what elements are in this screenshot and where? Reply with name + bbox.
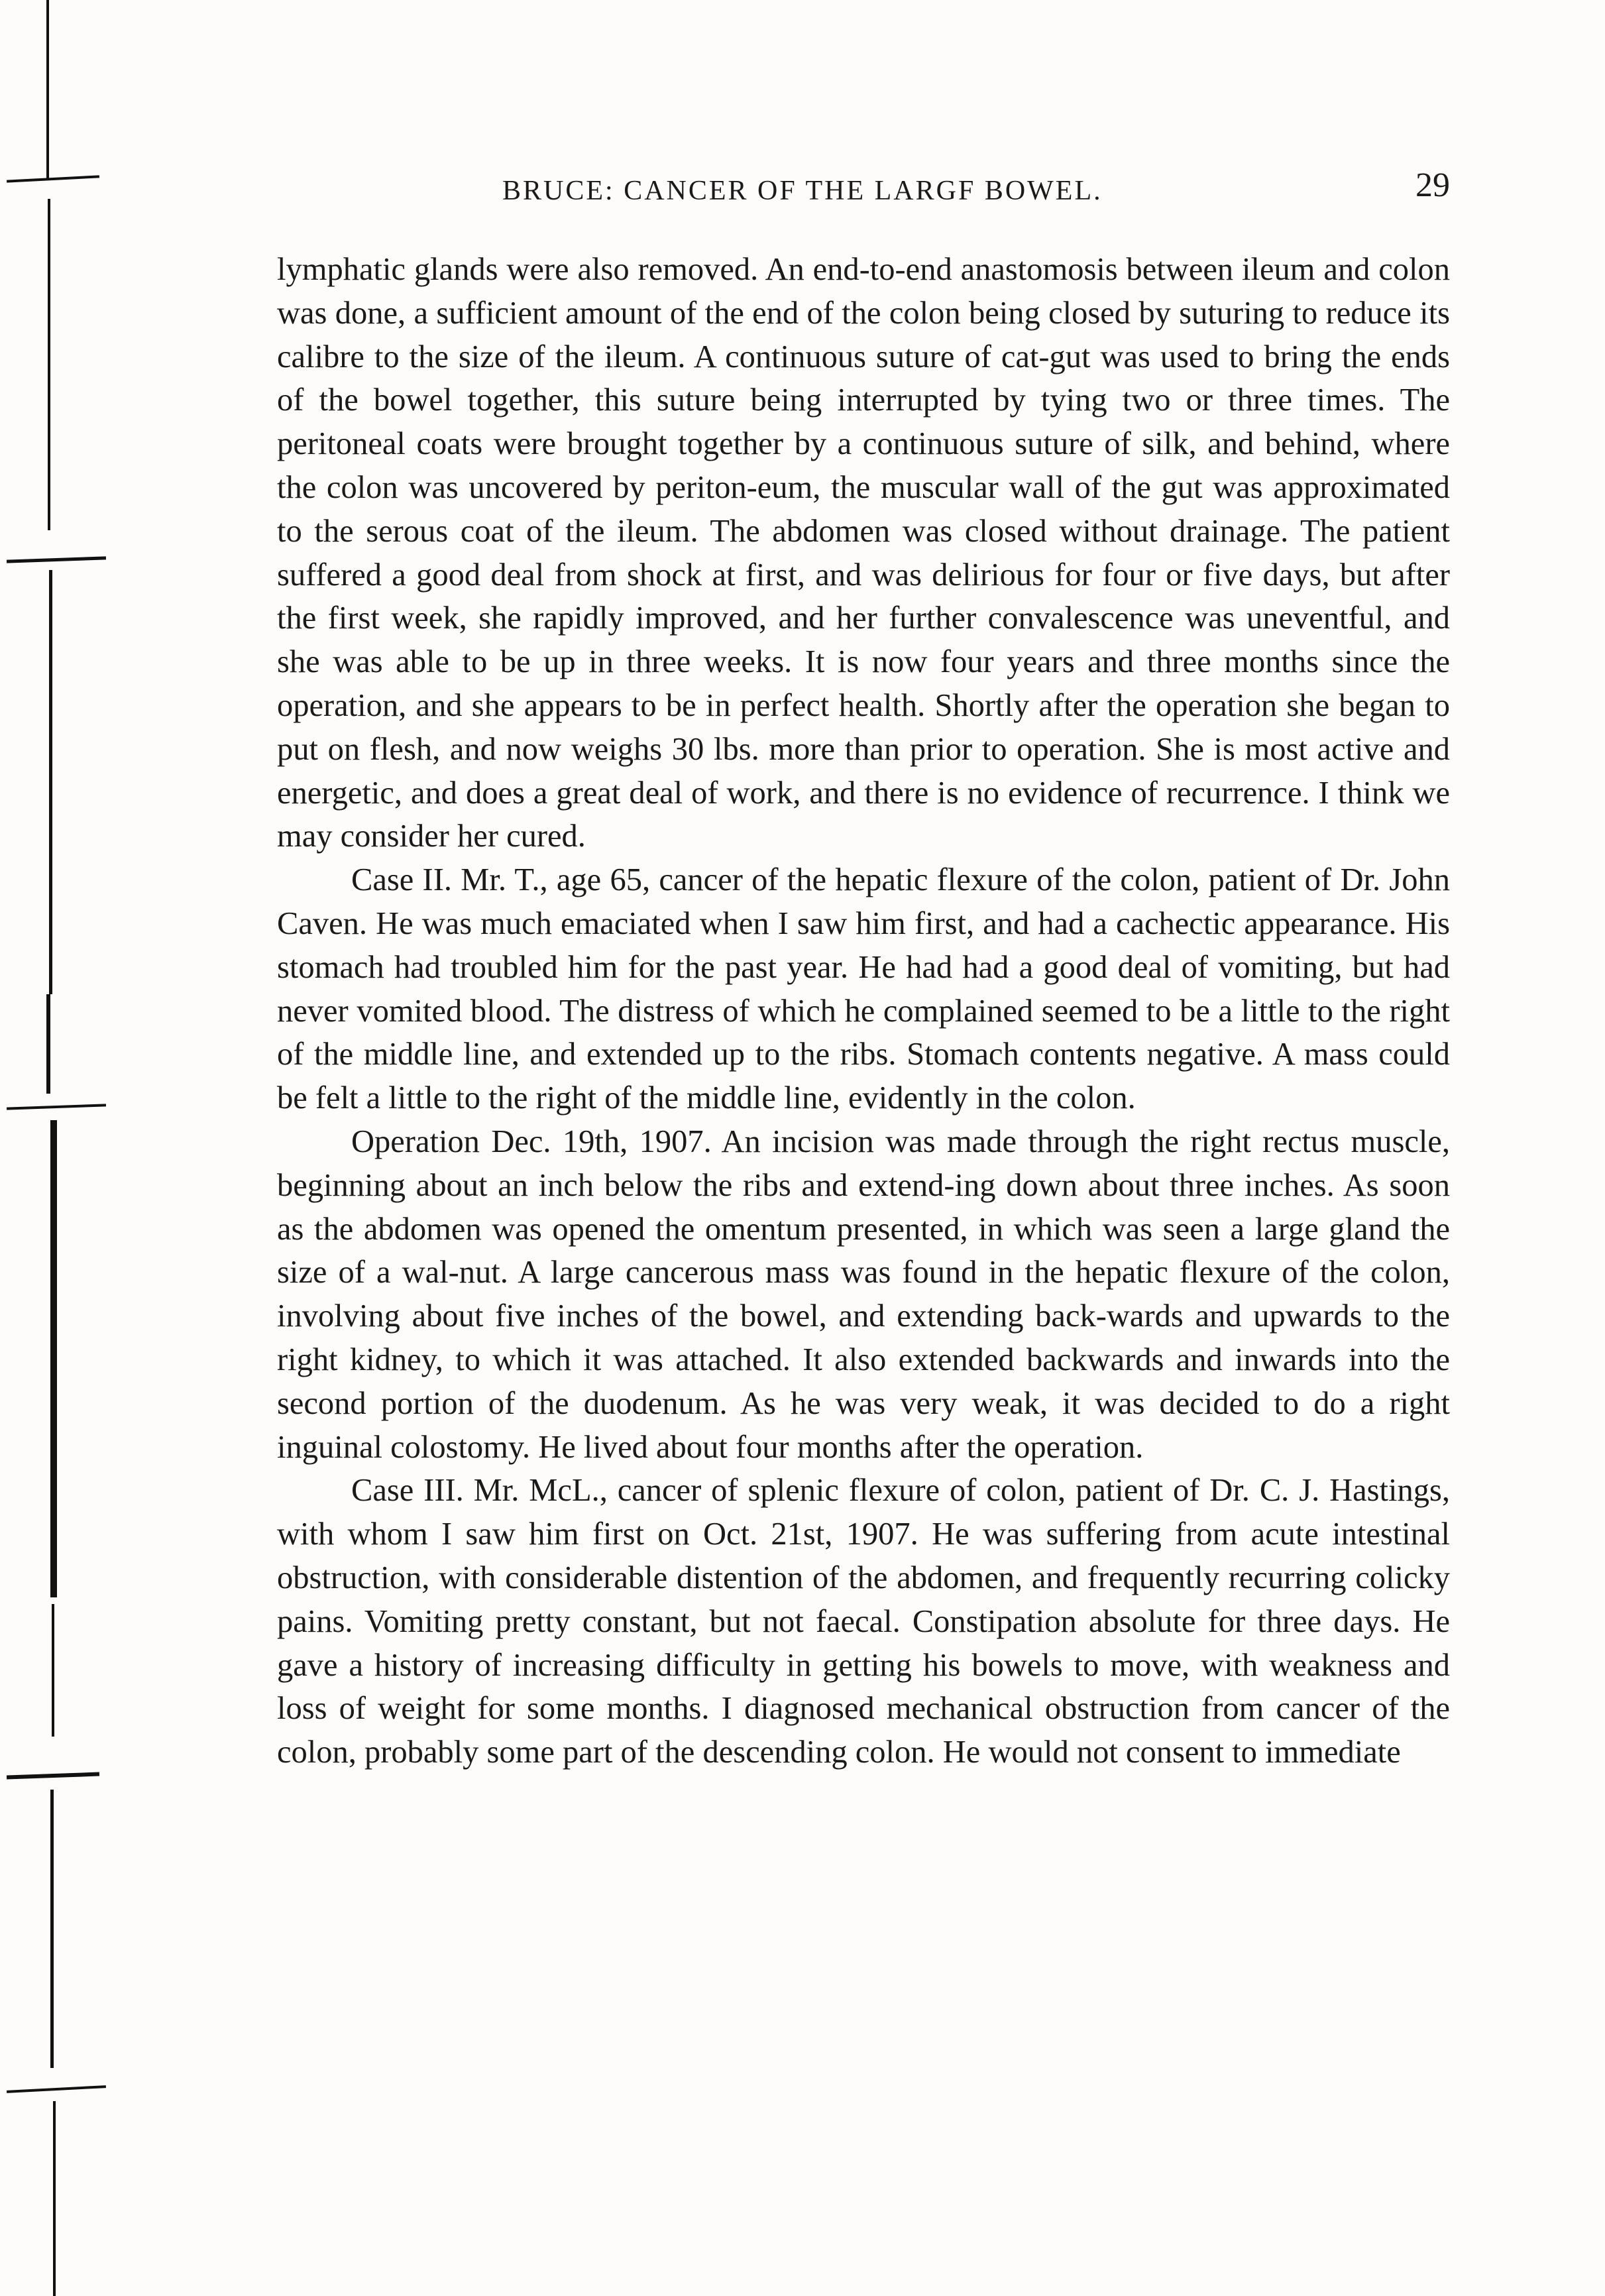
paragraph-case-2: Case II. Mr. T., age 65, cancer of the hepatic flexure of the colon, patient of Dr. John Caven. He was much emaciated when I saw him first, and had a cachectic appearance. His stomach had troubled him for the past year. He had had a good deal of vomiting, but had never vomited blood. The distress of which he complained seemed to be a little to the right of the middle line, and extended up to the ribs. Stomach contents negative. A mass could be felt a little to the right of the middle line, evidently in the colon.	[277, 862, 1450, 1116]
running-title: BRUCE: CANCER OF THE LARGF BOWEL.	[502, 176, 1103, 206]
binding-edge	[0, 0, 99, 2296]
paragraph-continued: lymphatic glands were also removed. An end-to-end anastomosis between ileum and colon was done, a sufficient amount of the end of the colon being closed by suturing to reduce its calibre to the size of the ileum. A continuous suture of cat-gut was used to bring the ends of the bowel together, this suture being interrupted by tying two or three times. The peritoneal coats were brought together by a continuous suture of silk, and behind, where the colon was uncovered by periton-eum, the muscular wall of the gut was approximated to the serous coat of the ileum. The abdomen was closed without drainage. The patient suffered a good deal from shock at first, and was delirious for four or five days, but after the first week, she rapidly improved, and her further convalescence was uneventful, and she was able to be up in three weeks. It is now four years and three months since the operation, and she appears to be in perfect health. Shortly after the operation she began to put on flesh, and now weighs 30 lbs. more than prior to operation. She is most active and energetic, and does a great deal of work, and there is no evidence of recurrence. I think we may consider her cured.	[277, 252, 1450, 854]
document-page	[277, 166, 1450, 1774]
paragraph-case-3: Case III. Mr. McL., cancer of splenic flexure of colon, patient of Dr. C. J. Hastings, with whom I saw him first on Oct. 21st, 1907. He was suffering from acute intestinal obstruction, with considerable distention of the abdomen, and frequently recurring colicky pains. Vomiting pretty constant, but not faecal. Constipation absolute for three days. He gave a history of increasing difficulty in getting his bowels to move, with weakness and loss of weight for some months. I diagnosed mechanical obstruction from cancer of the colon, probably some part of the descending colon. He would not consent to immediate	[277, 1473, 1450, 1770]
paragraph-operation: Operation Dec. 19th, 1907. An incision was made through the right rectus muscle, beginning about an inch below the ribs and extend-ing down about three inches. As soon as the abdomen was opened the omentum presented, in which was seen a large gland the size of a wal-nut. A large cancerous mass was found in the hepatic flexure of the colon, involving about five inches of the bowel, and extending back-wards and upwards to the right kidney, to which it was attached. It also extended backwards and inwards into the second portion of the duodenum. As he was very weak, it was decided to do a right inguinal colostomy. He lived about four months after the operation.	[277, 1123, 1450, 1465]
page-number: 29	[1415, 166, 1450, 204]
running-head	[277, 166, 1450, 213]
body-text	[277, 248, 1450, 1774]
